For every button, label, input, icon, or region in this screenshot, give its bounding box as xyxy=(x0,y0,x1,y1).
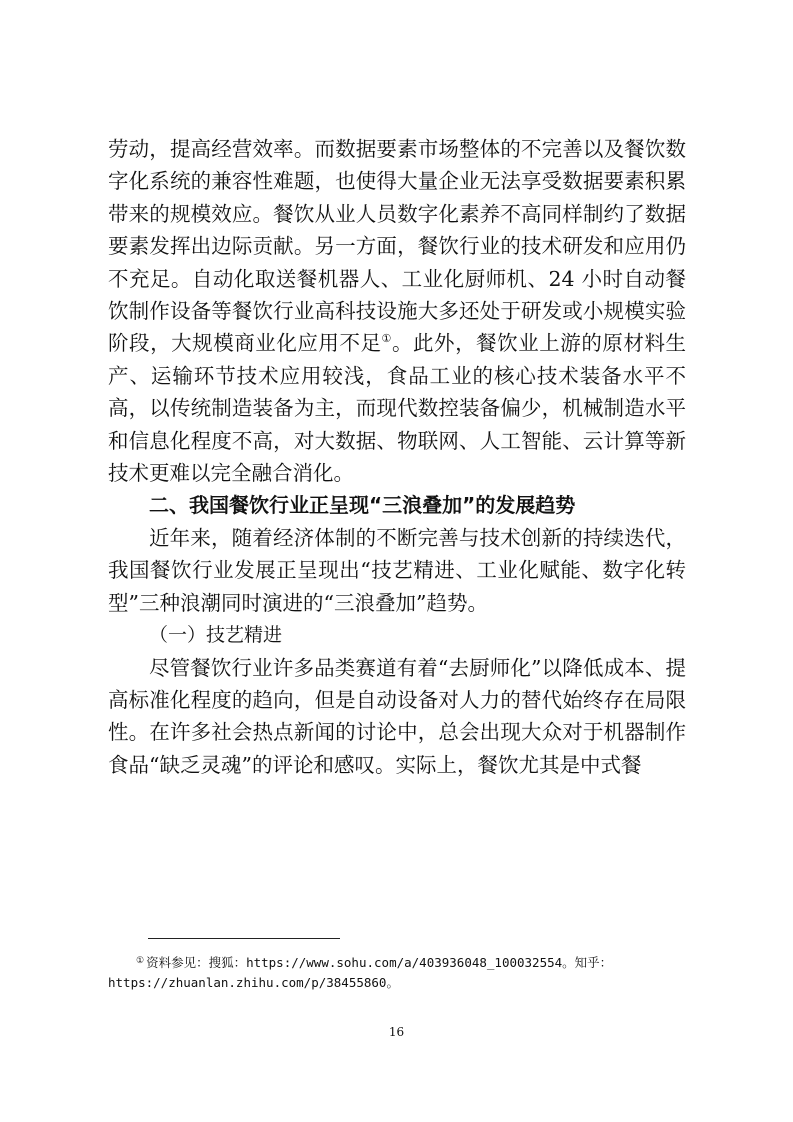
subsection-heading: （一）技艺精进 xyxy=(149,624,283,647)
paragraph: 近年来，随着经济体制的不断完善与技术创新的持续迭代，我国餐饮行业发展正呈现出“技艺精进、工业化赋能、数字化转型”三种浪潮同时演进的“三浪叠加”趋势。 xyxy=(108,525,686,615)
footnote-divider xyxy=(148,938,340,939)
body-text xyxy=(108,133,686,781)
section-heading: 二、我国餐饮行业正呈现“三浪叠加”的发展趋势 xyxy=(149,493,576,518)
paragraph: 尽管餐饮行业许多品类赛道有着“去厨师化”以降低成本、提高标准化程度的趋向，但是自动设备对人力的替代始终存在局限性。在许多社会热点新闻的讨论中，总会出现大众对于机器制作食品“缺乏灵魂”的评论和感叹。实际上，餐饮尤其是中式餐 xyxy=(108,655,686,777)
paragraph-continuation xyxy=(108,133,686,489)
paragraph-text: 。此外，餐饮业上游的原材料生产、运输环节技术应用较浅，食品工业的核心技术装备水平不高，以传统制造装备为主，而现代数控装备偏少，机械制造水平和信息化程度不高，对大数据、物联网、人工智能、云计算等新技术更难以完全融合消化。 xyxy=(108,331,686,486)
page-number: 16 xyxy=(388,1025,405,1039)
paragraph-text: 劳动，提高经营效率。而数据要素市场整体的不完善以及餐饮数字化系统的兼容性难题，也使得大量企业无法享受数据要素积累带来的规模效应。餐饮从业人员数字化素养不高同样制约了数据要素发挥出边际贡献。另一方面，餐饮行业的技术研发和应用仍不充足。自动化取送餐机器人、工业化厨师机、24 小时自动餐饮制作设备等餐饮行业高科技设施大多还处于研发或小规模实验阶段，大规模商业化应用不足 xyxy=(108,137,686,356)
footnote-reference[interactable]: ① xyxy=(381,332,392,346)
footnote: ① 资料参见：搜狐：https://www.sohu.com/a/403936048_100032554。知乎：https://zhuanlan.zhihu.com/p/38455860。 xyxy=(108,955,613,990)
footnote-text: 资料参见：搜狐：https://www.sohu.com/a/403936048_100032554。知乎：https://zhuanlan.zhihu.com/p/38455860。 xyxy=(108,955,613,990)
